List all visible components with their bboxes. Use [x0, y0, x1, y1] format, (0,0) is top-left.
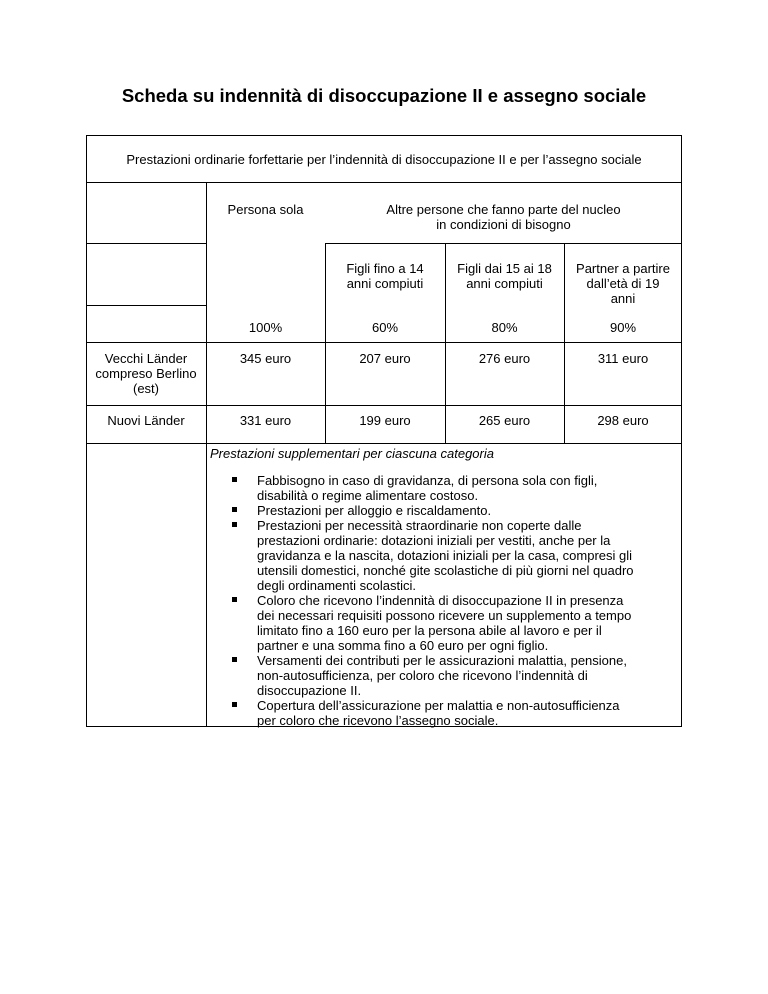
cell-line: anni compiuti [466, 276, 543, 291]
cell-line: compreso Berlino [95, 366, 197, 381]
value-cell: 199 euro [359, 413, 411, 428]
list-line: prestazioni ordinarie: dotazioni iniziali per vestiti, anche per la [257, 533, 611, 548]
list-line: Copertura dell’assicurazione per malattia e non-autosufficienza [257, 698, 620, 713]
bullet-icon [232, 657, 237, 662]
list-line: disoccupazione II. [257, 683, 362, 698]
list-line: non-autosufficienza, per coloro che ricevono l’indennità di [257, 668, 588, 683]
table-border-left [86, 135, 87, 727]
cell-line: Partner a partire [576, 261, 670, 276]
page-title: Scheda su indennità di disoccupazione II e assegno sociale [121, 85, 647, 106]
col-header-children14 [325, 261, 445, 291]
cell-line: Figli fino a 14 [346, 261, 424, 276]
table-rule [86, 243, 206, 244]
bullet-icon [232, 597, 237, 602]
list-item [257, 518, 677, 593]
list-item [257, 653, 677, 698]
table-rule [86, 342, 682, 343]
percent-cell: 80% [491, 320, 518, 335]
cell-line: Figli dai 15 ai 18 [457, 261, 552, 276]
row-label [86, 351, 206, 396]
col-header-single: Persona sola [227, 202, 304, 217]
list-line: Fabbisogno in caso di gravidanza, di persona sola con figli, [257, 473, 598, 488]
list-line: Coloro che ricevono l’indennità di disoccupazione II in presenza [257, 593, 624, 608]
percent-cell: 100% [248, 320, 283, 335]
table-rule [86, 443, 682, 444]
supplementary-list [257, 473, 677, 728]
value-cell: 331 euro [239, 413, 292, 428]
value-cell: 345 euro [239, 351, 292, 366]
table-rule [86, 405, 682, 406]
table-rule [206, 182, 207, 727]
bullet-icon [232, 507, 237, 512]
col-header-partner [564, 261, 682, 306]
bullet-icon [232, 477, 237, 482]
row-label: Nuovi Länder [107, 413, 185, 428]
bullet-icon [232, 702, 237, 707]
bullet-icon [232, 522, 237, 527]
cell-line: (est) [133, 381, 159, 396]
list-item [257, 473, 677, 503]
table-rule [325, 243, 682, 244]
list-line: utensili domestici, nonché gite scolastiche di più giorni nel quadro [257, 563, 634, 578]
cell-line: anni [610, 291, 636, 306]
list-line: Prestazioni per alloggio e riscaldamento. [257, 503, 492, 518]
cell-line: anni compiuti [346, 276, 424, 291]
percent-cell: 60% [371, 320, 399, 335]
list-line: per coloro che ricevono l’assegno sociale. [257, 713, 499, 728]
list-line: limitato fino a 160 euro per la persona abile al lavoro e per il [257, 623, 602, 638]
list-line: disabilità o regime alimentare costoso. [257, 488, 479, 503]
col-header-children15 [445, 261, 564, 291]
list-item [257, 698, 677, 728]
value-cell: 276 euro [478, 351, 531, 366]
value-cell: 265 euro [478, 413, 531, 428]
table-header: Prestazioni ordinarie forfettarie per l’indennità di disoccupazione II e per l’assegno sociale [126, 152, 642, 167]
list-line: degli ordinamenti scolastici. [257, 578, 416, 593]
list-item [257, 593, 677, 653]
list-line: gravidanza e la nascita, dotazioni iniziali per la casa, compresi gli [257, 548, 633, 563]
cell-line: dall’età di 19 [586, 276, 660, 291]
cell-line: Vecchi Länder [104, 351, 188, 366]
list-line: dei necessari requisiti possono ricevere un supplemento a tempo [257, 608, 632, 623]
benefits-table [86, 135, 682, 727]
value-cell: 311 euro [597, 351, 649, 366]
table-rule [86, 182, 682, 183]
value-cell: 298 euro [597, 413, 649, 428]
col-header-others-line: in condizioni di bisogno [436, 217, 571, 232]
table-border-top [86, 135, 682, 136]
table-rule [86, 305, 206, 306]
col-header-others-line: Altre persone che fanno parte del nucleo [386, 202, 621, 217]
list-line: Prestazioni per necessità straordinarie non coperte dalle [257, 518, 582, 533]
list-line: Versamenti dei contributi per le assicurazioni malattia, pensione, [257, 653, 627, 668]
list-line: partner e una somma fino a 60 euro per ogni figlio. [257, 638, 549, 653]
percent-cell: 90% [609, 320, 637, 335]
list-item [257, 503, 677, 518]
col-header-others [325, 202, 682, 232]
value-cell: 207 euro [359, 351, 411, 366]
supplementary-title: Prestazioni supplementari per ciascuna categoria [210, 446, 494, 461]
